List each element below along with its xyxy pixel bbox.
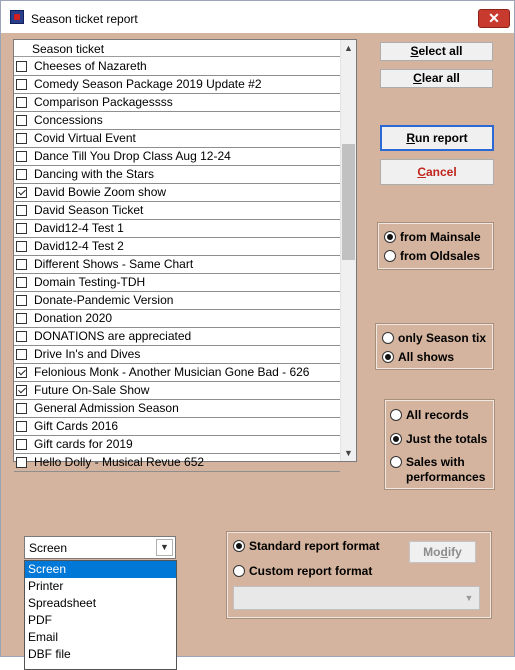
list-item[interactable] (14, 112, 340, 130)
chevron-down-icon: ▼ (464, 593, 474, 603)
window-title: Season ticket report (31, 12, 138, 26)
list-item-label: Domain Testing-TDH (34, 275, 146, 289)
list-item-label: Drive In's and Dives (34, 347, 141, 361)
clear-all-button[interactable]: Clear all (380, 69, 493, 88)
item-checkbox[interactable] (16, 457, 27, 468)
list-item[interactable] (14, 274, 340, 292)
radio-indicator[interactable] (390, 409, 402, 421)
list-scrollbar[interactable] (340, 40, 356, 461)
radio-indicator[interactable] (390, 456, 402, 468)
list-item-label: David12-4 Test 2 (34, 239, 124, 253)
item-checkbox[interactable] (16, 313, 27, 324)
list-item-label: Felonious Monk - Another Musician Gone Bad - 626 (34, 365, 310, 379)
list-item[interactable] (14, 130, 340, 148)
select-all-button[interactable]: Select all (380, 42, 493, 61)
list-item-label: Comedy Season Package 2019 Update #2 (34, 77, 262, 91)
list-header-label: Season ticket (32, 42, 105, 56)
output-option[interactable]: Printer (28, 579, 64, 593)
list-item-label: David Bowie Zoom show (34, 185, 167, 199)
list-item[interactable] (14, 310, 340, 328)
radio-indicator[interactable] (384, 231, 396, 243)
scrollbar-thumb[interactable] (342, 144, 355, 260)
item-checkbox[interactable] (16, 61, 27, 72)
list-item[interactable] (14, 346, 340, 364)
output-destination-select[interactable] (24, 536, 176, 559)
item-checkbox[interactable] (16, 367, 27, 378)
item-checkbox[interactable] (16, 97, 27, 108)
output-option[interactable]: Email (28, 630, 59, 644)
output-option[interactable]: DBF file (28, 647, 71, 661)
output-destination-value: Screen (29, 541, 68, 555)
item-checkbox[interactable] (16, 277, 27, 288)
item-checkbox[interactable] (16, 439, 27, 450)
item-checkbox[interactable] (16, 331, 27, 342)
list-item-label: Gift cards for 2019 (34, 437, 133, 451)
chevron-down-icon[interactable]: ▼ (156, 539, 173, 556)
scroll-up-arrow-icon[interactable]: ▲ (344, 43, 353, 53)
item-checkbox[interactable] (16, 133, 27, 144)
item-checkbox[interactable] (16, 79, 27, 90)
list-item-label: Different Shows - Same Chart (34, 257, 194, 271)
list-item-label: David Season Ticket (34, 203, 144, 217)
list-item-label: Dancing with the Stars (34, 167, 155, 181)
scroll-down-arrow-icon[interactable]: ▼ (344, 448, 353, 458)
list-item[interactable] (14, 184, 340, 202)
list-item-label: David12-4 Test 1 (34, 221, 124, 235)
list-item[interactable] (14, 166, 340, 184)
list-rows (14, 58, 340, 472)
radio-indicator[interactable] (382, 332, 394, 344)
item-checkbox[interactable] (16, 169, 27, 180)
list-item[interactable] (14, 436, 340, 454)
list-item[interactable] (14, 364, 340, 382)
item-checkbox[interactable] (16, 421, 27, 432)
item-checkbox[interactable] (16, 115, 27, 126)
season-ticket-list (13, 39, 357, 469)
modify-button[interactable]: Modify (409, 541, 476, 563)
list-item[interactable] (14, 328, 340, 346)
list-item[interactable] (14, 382, 340, 400)
list-item[interactable] (14, 238, 340, 256)
output-destination-options (24, 560, 177, 670)
item-checkbox[interactable] (16, 403, 27, 414)
list-item-label: Hello Dolly - Musical Revue 652 (34, 455, 205, 469)
item-checkbox[interactable] (16, 295, 27, 306)
item-checkbox[interactable] (16, 205, 27, 216)
list-item[interactable] (14, 400, 340, 418)
item-checkbox[interactable] (16, 259, 27, 270)
run-report-button[interactable]: Run report (380, 125, 494, 151)
item-checkbox[interactable] (16, 187, 27, 198)
list-item-label: Donate-Pandemic Version (34, 293, 174, 307)
list-item-label: Cheeses of Nazareth (34, 59, 147, 73)
item-checkbox[interactable] (16, 151, 27, 162)
list-item[interactable] (14, 94, 340, 112)
list-item[interactable] (14, 418, 340, 436)
output-option[interactable]: Spreadsheet (28, 596, 97, 610)
radio-indicator[interactable] (233, 565, 245, 577)
radio-indicator[interactable] (382, 351, 394, 363)
list-item-label: Concessions (34, 113, 103, 127)
radio-indicator[interactable] (390, 433, 402, 445)
list-item-label: Dance Till You Drop Class Aug 12-24 (34, 149, 231, 163)
list-item[interactable] (14, 76, 340, 94)
output-option[interactable]: PDF (28, 613, 52, 627)
custom-format-select[interactable] (233, 586, 480, 610)
app-icon (10, 10, 24, 24)
title-bar (1, 1, 514, 33)
radio-indicator[interactable] (233, 540, 245, 552)
list-item[interactable] (14, 148, 340, 166)
season-ticket-report-window: Season ticket report ✕ Season ticket Cheeses of Nazareth Comedy Season Package 2019 Update #2 Comparison Packagessss Concessions Covid Virtual Event Dance Till You Drop Class Aug 12-24 Dancing with the Stars David Bowie Zoom show David Season Ticket David12-4 Test 1 David12-4 Test 2 Different Shows - Same Chart Domain Testing-TDH Donate-Pandemic Version Donation 2020 DONATIONS are appreciated Drive In's and Dives Felonious Monk - Another Musician Gone Bad - 626 Future On-Sale Show General Admission Season Gift Cards 2016 Gift cards for 2019 Hello Dolly - Musical Revue 652 ▲ ▼ Select all Clear all Run report Cancel from Mainsale from Oldsales only Season tix All shows All records Just the totals Sales with performances Screen ▼ Screen Printer Spreadsheet PDF Email DBF file Standard report format Custom report format Modify ▼ (0, 0, 515, 657)
item-checkbox[interactable] (16, 385, 27, 396)
list-item-label: General Admission Season (34, 401, 179, 415)
item-checkbox[interactable] (16, 241, 27, 252)
list-item[interactable] (14, 220, 340, 238)
list-item[interactable] (14, 292, 340, 310)
radio-indicator[interactable] (384, 250, 396, 262)
list-item-label: Gift Cards 2016 (34, 419, 119, 433)
list-item[interactable] (14, 256, 340, 274)
output-option[interactable]: Screen (25, 561, 176, 578)
list-item-label: Covid Virtual Event (34, 131, 136, 145)
list-header (14, 40, 340, 57)
close-button[interactable]: ✕ (478, 9, 510, 28)
cancel-button[interactable]: Cancel (380, 159, 494, 185)
list-item[interactable] (14, 454, 340, 472)
list-item-label: Future On-Sale Show (34, 383, 150, 397)
list-item-label: Donation 2020 (34, 311, 113, 325)
item-checkbox[interactable] (16, 349, 27, 360)
list-item-label: Comparison Packagessss (34, 95, 173, 109)
list-item-label: DONATIONS are appreciated (34, 329, 192, 343)
list-item[interactable] (14, 202, 340, 220)
item-checkbox[interactable] (16, 223, 27, 234)
list-item[interactable] (14, 58, 340, 76)
